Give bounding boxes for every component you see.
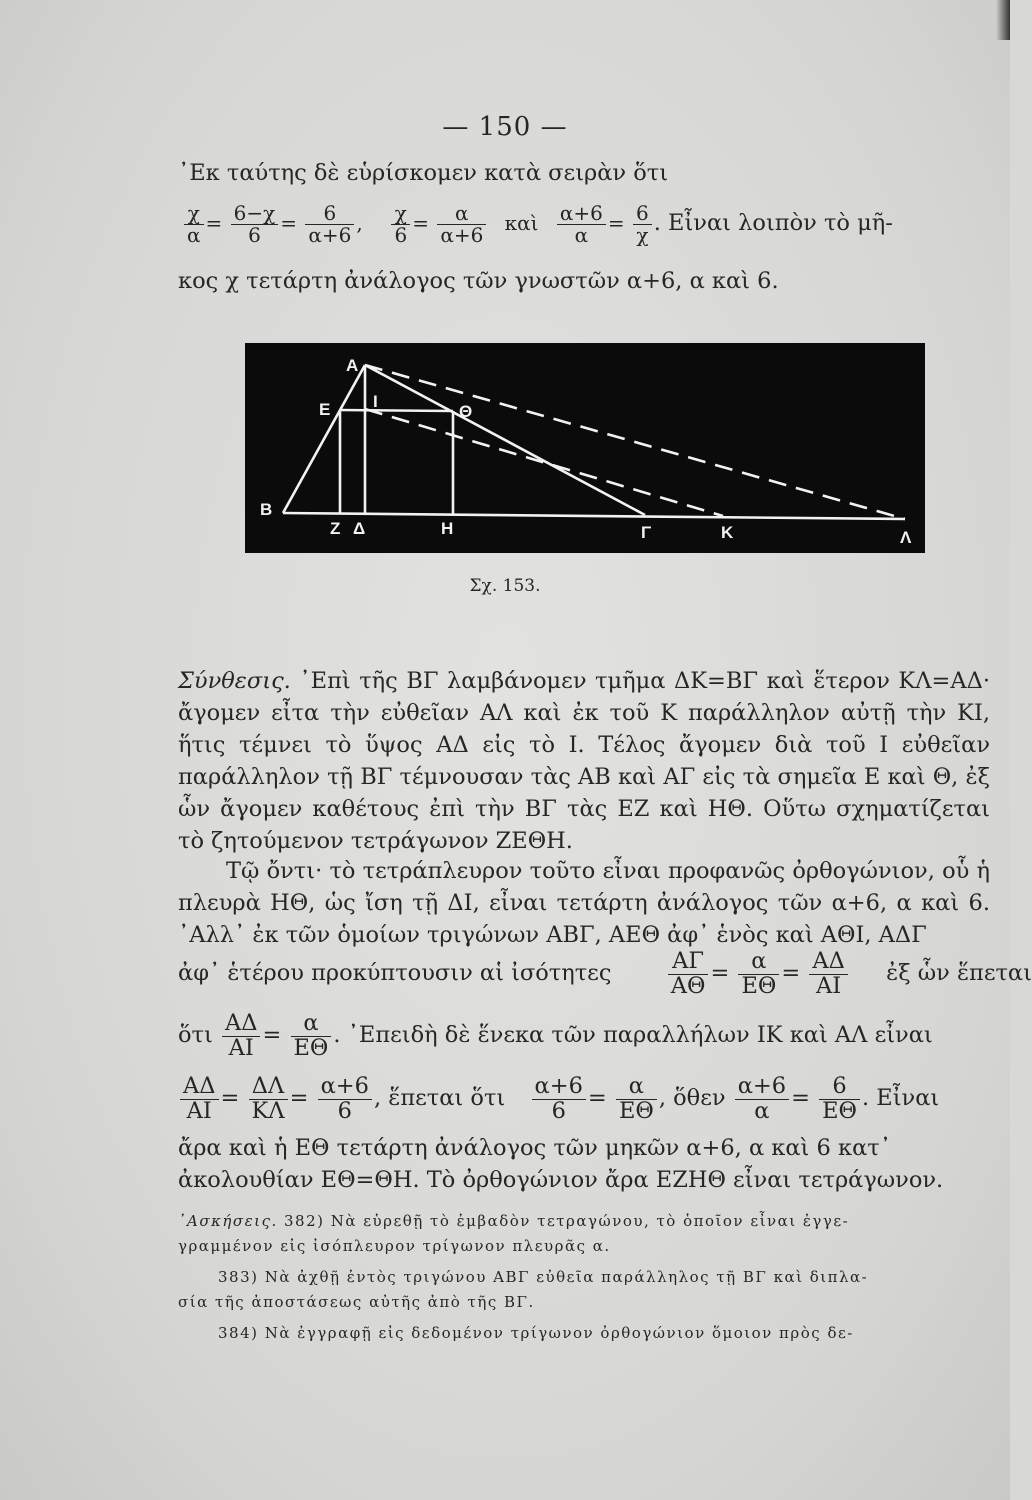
fraction: $\frac{\alpha}{E\Theta}$ [291,1012,332,1060]
synthesis-label: Σύνθεσις. [178,668,291,694]
label-B: Β [260,500,273,519]
proof-equalities-line: ἀφ᾿ ἑτέρου προκύπτουσιν αἱ ἰσότητες $\frac{A\Gamma}{A\Theta}$ = $\frac{\alpha}{E\Theta}$ = $\frac{A\Delta}{AI}$ ἐξ ὧν ἕπεται [178,948,1032,999]
fraction: $\frac{A\Delta}{AI}$ [222,1012,261,1060]
scan-edge-shadow [996,0,1010,40]
synthesis-text: ᾿Επὶ τῆς ΒΓ λαμβάνομεν τμῆμα ΔΚ=ΒΓ καὶ ἕτερον ΚΛ=ΑΔ· ἄγομεν εἶτα τὴν εὐθεῖαν ΑΛ καὶ ἐκ τοῦ Κ παράλληλον αὐτῇ τὴν ΚΙ, ἥτις τέμνει τὸ ὕψος ΑΔ εἰς τὸ Ι. Τέλος ἄγομεν διὰ τοῦ Ι εὐθεῖαν παράλληλον τῇ ΒΓ τέμνουσαν τὰς ΑΒ καὶ ΑΓ εἰς τὰ σημεῖα Ε καὶ Θ, ἐξ ὧν ἄγομεν καθέτους ἐπὶ τὴν ΒΓ τὰς ΕΖ καὶ ΗΘ. Οὕτω σχηματίζεται τὸ ζητούμενον τετράγωνον ΖΕΘΗ. [178,668,990,854]
label-A: Α [346,356,359,375]
fraction: $\frac{A\Delta}{AI}$ [180,1075,219,1123]
label-I: Ι [373,392,378,411]
geometry-figure [245,343,925,553]
synthesis-paragraph [178,665,990,857]
intro-line: ᾿Εκ ταύτης δὲ εὑρίσκομεν κατὰ σειρὰν ὅτι [178,160,669,186]
label-D: Δ [353,519,366,538]
fraction: $\frac{A\Delta}{AI}$ [809,950,848,998]
exercise-384-line1: 384) Νὰ ἐγγραφῇ εἰς δεδομένον τρίγωνον ὀρθογώνιον ὅμοιον πρὸς δε- [218,1324,854,1342]
fraction: $\frac{\alpha+6}{6}$ [318,1075,372,1123]
page-number: — 150 — [442,112,568,142]
fraction: $\frac{6-\chi}{6}$ [231,203,279,246]
fraction: $\frac{6}{E\Theta}$ [819,1075,860,1123]
fraction: $\frac{\chi}{\alpha}$ [184,203,204,246]
exercise-382-line2: γραμμένον εἰς ἰσόπλευρον τρίγωνον πλευρᾶς α. [178,1237,611,1255]
fraction: $\frac{\alpha+6}{6}$ [532,1075,586,1123]
fraction: $\frac{\alpha}{\alpha+6}$ [437,203,486,246]
proof-line-5: ἄρα καὶ ἡ ΕΘ τετάρτη ἀνάλογος τῶν μηκῶν α+6, α καὶ 6 κατ᾿ [178,1135,891,1161]
fraction: $\frac{6}{\chi}$ [633,203,652,246]
conclusion-line: κος χ τετάρτη ἀνάλογος τῶν γνωστῶν α+6, α καὶ 6. [178,268,779,294]
exercise-382-line1: ᾿Ασκήσεις. 382) Νὰ εὑρεθῇ τὸ ἐμβαδὸν τετραγώνου, τὸ ὁποῖον εἶναι ἐγγε- [178,1212,850,1230]
label-L: Λ [900,528,912,547]
exercise-383-line1: 383) Νὰ ἀχθῇ ἐντὸς τριγώνου ΑΒΓ εὐθεῖα παράλληλος τῇ ΒΓ καὶ διπλα- [218,1268,869,1286]
fraction: $\frac{\Delta\Lambda}{K\Lambda}$ [249,1075,288,1123]
label-H: Η [441,519,454,538]
proof-line-4: $\frac{A\Delta}{AI}$ = $\frac{\Delta\Lambda}{K\Lambda}$ = $\frac{\alpha+6}{6}$ , ἕπεται ὅτι $\frac{\alpha+6}{6}$ = $\frac{\alpha}{E\Theta}$ , ὅθεν $\frac{\alpha+6}{\alpha}$ = $\frac{6}{E\Theta}$ . Εἶναι [178,1075,990,1123]
parallel-EI-Th [340,410,453,411]
fraction: $\frac{\chi}{6}$ [391,203,410,246]
label-Z: Ζ [330,519,341,538]
proof-line-6: ἀκολουθίαν ΕΘ=ΘΗ. Τὸ ὀρθογώνιον ἄρα ΕΖΗΘ εἶναι τετράγωνον. [178,1167,944,1193]
fraction: $\frac{\alpha+6}{\alpha}$ [557,203,606,246]
proof-paragraph: Τῷ ὄντι· τὸ τετράπλευρον τοῦτο εἶναι προφανῶς ὀρθογώνιον, οὗ ἡ πλευρὰ ΗΘ, ὡς ἴση τῇ ΔΙ, εἶναι τετάρτη ἀνάλογος τῶν α+6, α καὶ 6. ᾿Αλλ᾿ ἐκ τῶν ὁμοίων τριγώνων ΑΒΓ, ΑΕΘ ἀφ᾿ ἑνὸς καὶ ΑΘΙ, ΑΔΓ [178,858,990,948]
label-G: Γ [641,523,652,542]
fraction: $\frac{\alpha}{E\Theta}$ [738,950,779,998]
conjunction: καὶ [504,211,539,235]
exercise-383-line2: σία τῆς ἀποστάσεως αὐτῆς ἀπὸ τῆς ΒΓ. [178,1293,535,1311]
proof-line-3: ὅτι $\frac{A\Delta}{AI}$ = $\frac{\alpha}{E\Theta}$ . ᾿Επειδὴ δὲ ἕνεκα τῶν παραλλήλων ΙΚ καὶ ΑΛ εἶναι [178,1010,933,1061]
fraction: $\frac{A\Gamma}{A\Theta}$ [668,950,709,998]
fraction: $\frac{\alpha}{E\Theta}$ [616,1075,657,1123]
equation-row: $\frac{\chi}{\alpha}$ = $\frac{6-\chi}{6}$ = $\frac{6}{\alpha+6}$ , $\frac{\chi}{6}$ = $\frac{\alpha}{\alpha+6}$ καὶ $\frac{\alpha+6}{\alpha}$ = $\frac{6}{\chi}$ . Εἶναι λοιπὸν τὸ μῆ- [182,203,893,246]
label-Th: Θ [459,402,473,421]
fraction: $\frac{\alpha+6}{\alpha}$ [735,1075,789,1123]
equation-tail: . Εἶναι λοιπὸν τὸ μῆ- [653,210,893,236]
label-E: Ε [319,400,331,419]
label-K: Κ [721,523,734,542]
figure-caption: Σχ. 153. [469,576,541,596]
fraction: $\frac{6}{\alpha+6}$ [305,203,354,246]
